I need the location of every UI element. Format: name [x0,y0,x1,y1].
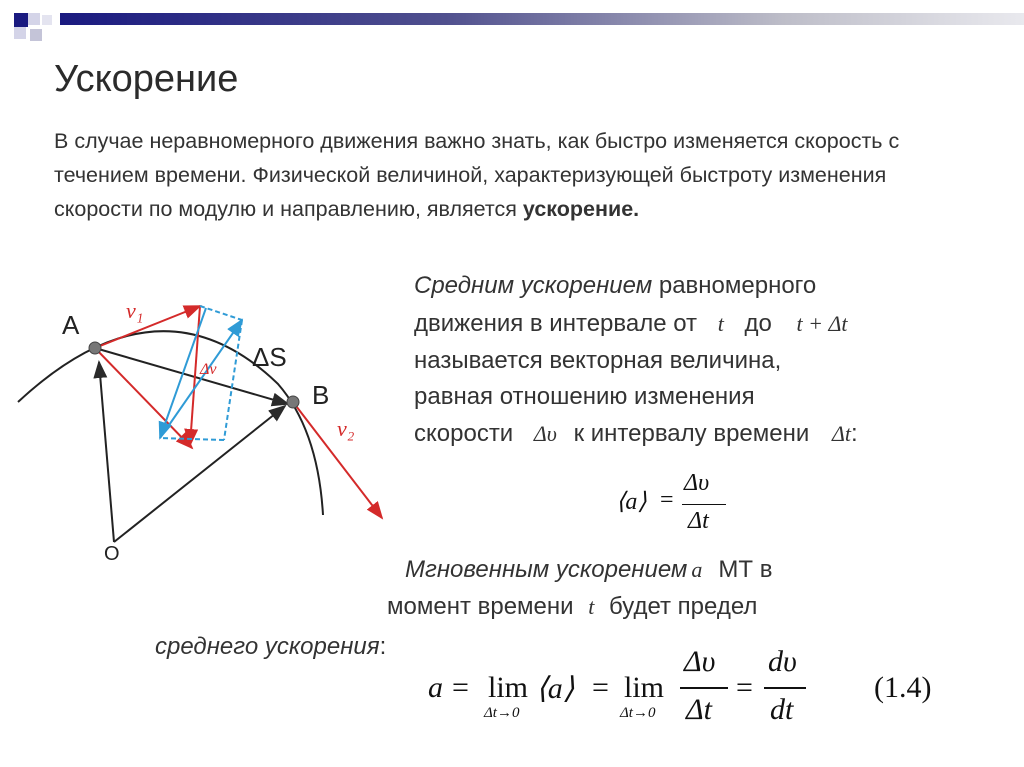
if-avg: ⟨a⟩ [536,672,575,705]
if-den1: Δt [686,693,712,726]
intro-text: В случае неравномерного движения важно знать, как быстро изменяется скорость с течением времени. Физической величиной, характеризующей быстроту изменения скорости по модулю и направлению, является [54,129,900,221]
if-bar1 [680,687,728,689]
corner-square-navy [14,13,28,27]
inst-line2-a: момент времени [387,593,574,620]
avg-line2-a: движения в интервале от [414,310,698,337]
slide-title: Ускорение [54,58,239,100]
avg-def-line1 [414,272,816,300]
inst-line1-rest: МТ в [718,556,773,583]
sym-t2: t [588,594,595,619]
if-sub2: Δt→0 [620,705,656,721]
sym-t: t [717,311,724,336]
motion-diagram [0,290,400,590]
vector-v1 [95,306,200,348]
corner-square-light [42,15,52,25]
avg-formula-num: Δυ [684,470,710,496]
corner-square-gray [30,29,42,41]
point-A [89,342,101,354]
if-lim2: lim [624,671,665,704]
corner-square-light [28,13,40,25]
avg-line2-b: до [744,310,772,337]
avg-line5-colon: : [850,420,858,447]
radius-OA [99,362,114,542]
avg-def-line2 [414,310,848,338]
fraction-bar [682,504,726,505]
if-eq3: = [736,671,753,704]
inst-def-line3 [155,633,386,661]
sym-dt: Δt [831,421,851,446]
if-den2: dt [770,693,794,726]
label-B: B [312,380,330,410]
avg-def-line4: равная отношению изменения [414,383,755,410]
avg-def-line5 [414,420,858,448]
avg-line5-b: к интервалу времени [573,420,810,447]
vector-v1-copy-blue [160,320,242,438]
label-A: A [62,310,80,340]
dashed-guide [200,306,242,320]
header-bar [60,13,1024,25]
label-O: O [104,543,120,565]
if-num2: dυ [768,645,797,678]
avg-def-line3: называется векторная величина, [414,347,782,374]
intro-paragraph [54,124,954,226]
avg-line5-a: скорости [414,420,514,447]
equation-number: (1.4) [874,671,932,704]
avg-line1-rest: равномерного [652,272,817,299]
inst-term: Мгновенным ускорением [405,556,688,583]
avg-formula-lhs: ⟨a⟩ [616,489,647,515]
if-a: a [428,671,443,704]
avg-formula-den: Δt [688,508,709,534]
label-v2: v₂ [337,416,355,441]
if-lim1: lim [488,671,529,704]
if-eq2: = [592,671,609,704]
label-v1: v₁ [126,298,144,323]
if-num1: Δυ [684,645,716,678]
label-dv: Δv [200,361,217,378]
if-sub1: Δt→0 [484,705,520,721]
inst-line3: среднего ускорения [155,633,380,660]
inst-def-line2 [387,593,757,621]
if-bar2 [764,687,806,689]
dashed-guide [160,438,224,440]
label-deltaS: ΔS [252,342,287,372]
dashed-guide [224,320,242,440]
sym-t-dt: t + Δt [796,311,848,336]
sym-dv: Δυ [533,421,557,446]
inst-def-line1 [405,556,772,584]
avg-term: Средним ускорением [414,272,653,299]
avg-formula-eq: = [660,487,674,513]
if-eq1: = [452,671,469,704]
corner-square-light [14,27,26,39]
inst-line3-end: : [379,633,387,660]
sym-a: a [691,557,703,582]
inst-line2-b: будет предел [609,593,758,620]
intro-bold-term: ускорение. [522,197,640,221]
radius-OB [114,406,285,542]
point-B [287,396,299,408]
